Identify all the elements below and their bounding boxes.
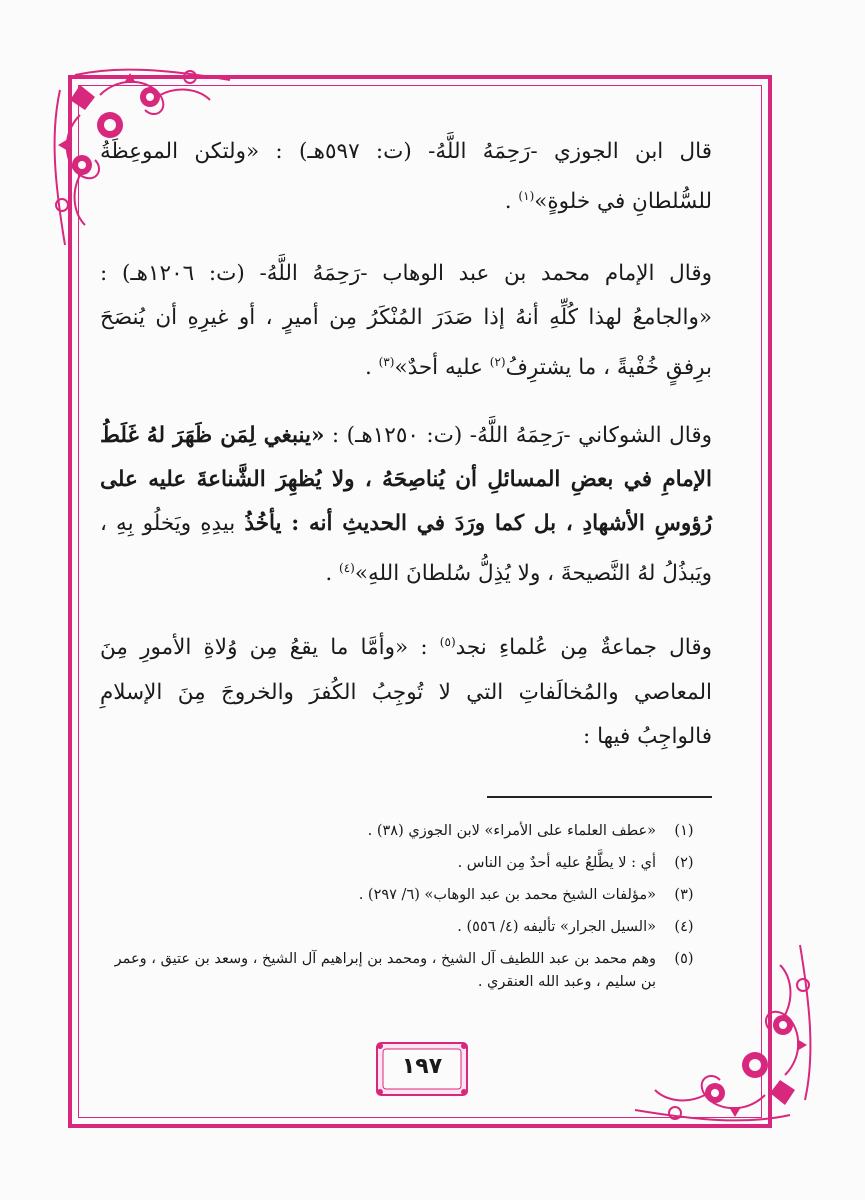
footnote-ref[interactable]: (٤) — [339, 561, 355, 576]
paragraph-ibn-abd-al-wahhab: وقال الإمام محمد بن عبد الوهاب -رَحِمَهُ اللَّهُ- (ت: ١٢٠٦هـ) : «والجامعُ لهذا كُلِّهِ أنهُ إذا صَدَرَ المُنْكَرُ مِن أميرٍ ، أو غيرِهِ أن يُنصَحَ برِفقٍ خُفْيةً ، ما يشترِفُ$^{(٢)}$ عليه أحدٌ»$^{(٣)}$ . — [100, 261, 712, 381]
paragraph-ibn-al-jawzi: قال ابن الجوزي -رَحِمَهُ اللَّهُ- (ت: ٥٩٧هـ) : «ولتكن الموعِظَةُ للسُّلطانِ في خلوةٍ»$^{(١)}$ . — [100, 139, 713, 215]
paragraph-al-shawkani: وقال الشوكاني -رَحِمَهُ اللَّهُ- (ت: ١٢٥٠هـ) : «ينبغي لِمَن ظَهَرَ لهُ غَلَطُ الإمامِ في بعضِ المسائلِ أن يُناصِحَهُ ، ولا يُظهِرَ الشَّناعةَ عليه على رُؤوسِ الأشهادِ ، بل كما ورَدَ في الحديثِ أنه : يأخُذُ بيدِهِ ويَخلُو بِهِ ، ويَبذُلُ لهُ النَّصيحةَ ، ولا يُذِلُّ سُلطانَ اللهِ»$^{(٤)}$ . — [100, 423, 712, 587]
footnote-ref[interactable]: (١) — [518, 189, 535, 203]
main-text — [100, 130, 712, 783]
paragraph-najd-scholars: وقال جماعةٌ مِن عُلماءِ نجد$^{(٥)}$ : «وأمَّا ما يقعُ مِن وُلاةِ الأمورِ مِنَ المعاصي والمُخالَفاتِ التي لا تُوجِبُ الكُفرَ والخروجَ مِنَ الإسلامِ فالواجِبُ فيها : — [100, 635, 712, 749]
footnote-separator — [487, 796, 712, 798]
footnote-ref[interactable]: (٣) — [378, 355, 395, 370]
footnote-ref[interactable]: (٥) — [439, 635, 456, 650]
footnote-item: (١) «عطف العلماء على الأمراء» لابن الجوزي (٣٨) . — [367, 823, 694, 839]
footnote-item: (٣) «مؤلفات الشيخ محمد بن عبد الوهاب» (٦/ ٢٩٧) . — [358, 887, 694, 903]
footnote-item: (٥) وهم محمد بن عبد اللطيف آل الشيخ ، ومحمد بن إبراهيم آل الشيخ ، وسعد بن عتيق ، وعمر بن سليم ، وعبد الله العنقري . — [114, 951, 694, 990]
footnote-item: (٢) أي : لا يطَّلعُ عليه أحدٌ مِن الناس . — [457, 855, 694, 871]
page-number: ١٩٧ — [401, 1054, 443, 1079]
footnotes — [100, 820, 712, 1003]
footnote-ref[interactable]: (٢) — [489, 355, 506, 370]
footnote-item: (٤) «السيل الجرار» تأليفه (٤/ ٥٥٦) . — [457, 919, 694, 935]
